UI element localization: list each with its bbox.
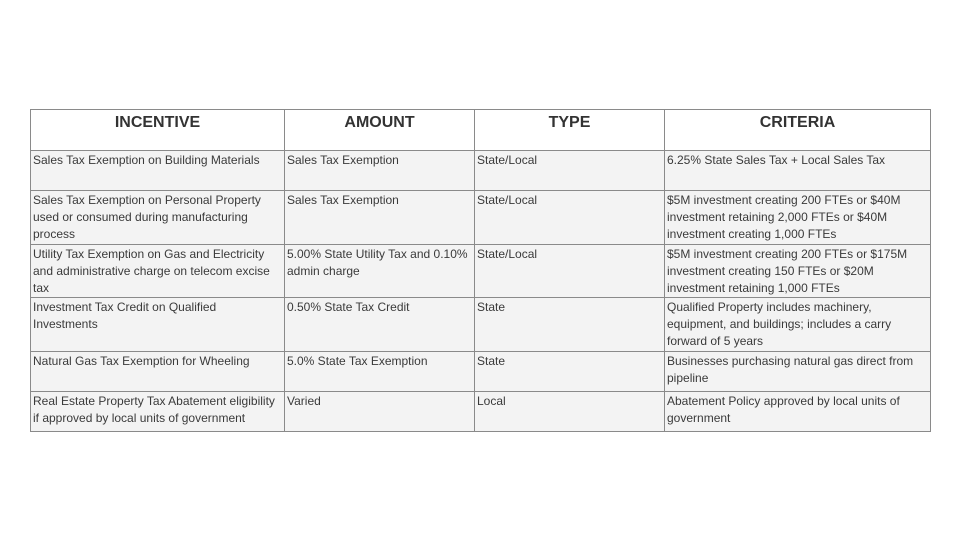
incentive-cell: Investment Tax Credit on Qualified Investments bbox=[31, 298, 285, 352]
incentive-cell: Real Estate Property Tax Abatement eligibility if approved by local units of government bbox=[31, 392, 285, 432]
type-cell: Local bbox=[475, 392, 665, 432]
amount-cell: 0.50% State Tax Credit bbox=[285, 298, 475, 352]
type-cell: State/Local bbox=[475, 245, 665, 298]
type-cell: State/Local bbox=[475, 191, 665, 245]
table-row bbox=[31, 298, 931, 352]
amount-cell: Sales Tax Exemption bbox=[285, 191, 475, 245]
amount-cell: 5.0% State Tax Exemption bbox=[285, 352, 475, 392]
amount-cell: Sales Tax Exemption bbox=[285, 151, 475, 191]
criteria-cell: 6.25% State Sales Tax + Local Sales Tax bbox=[665, 151, 931, 191]
criteria-cell: Businesses purchasing natural gas direct from pipeline bbox=[665, 352, 931, 392]
table-row bbox=[31, 151, 931, 191]
criteria-cell: $5M investment creating 200 FTEs or $40M investment retaining 2,000 FTEs or $40M investment creating 1,000 FTEs bbox=[665, 191, 931, 245]
incentive-cell: Sales Tax Exemption on Building Materials bbox=[31, 151, 285, 191]
incentive-cell: Natural Gas Tax Exemption for Wheeling bbox=[31, 352, 285, 392]
amount-cell: 5.00% State Utility Tax and 0.10% admin charge bbox=[285, 245, 475, 298]
type-cell: State bbox=[475, 298, 665, 352]
type-cell: State/Local bbox=[475, 151, 665, 191]
amount-cell: Varied bbox=[285, 392, 475, 432]
type-cell: State bbox=[475, 352, 665, 392]
table-row bbox=[31, 392, 931, 432]
table-header-row bbox=[31, 110, 931, 151]
table-row bbox=[31, 191, 931, 245]
incentive-cell: Utility Tax Exemption on Gas and Electricity and administrative charge on telecom excise tax bbox=[31, 245, 285, 298]
header-type: TYPE bbox=[475, 110, 665, 151]
table-row bbox=[31, 245, 931, 298]
criteria-cell: Qualified Property includes machinery, equipment, and buildings; includes a carry forward of 5 years bbox=[665, 298, 931, 352]
header-amount: AMOUNT bbox=[285, 110, 475, 151]
table-row bbox=[31, 352, 931, 392]
header-incentive: INCENTIVE bbox=[31, 110, 285, 151]
incentive-cell: Sales Tax Exemption on Personal Property used or consumed during manufacturing process bbox=[31, 191, 285, 245]
header-criteria: CRITERIA bbox=[665, 110, 931, 151]
criteria-cell: $5M investment creating 200 FTEs or $175M investment creating 150 FTEs or $20M investment retaining 1,000 FTEs bbox=[665, 245, 931, 298]
criteria-cell: Abatement Policy approved by local units of government bbox=[665, 392, 931, 432]
incentives-table bbox=[30, 109, 931, 432]
